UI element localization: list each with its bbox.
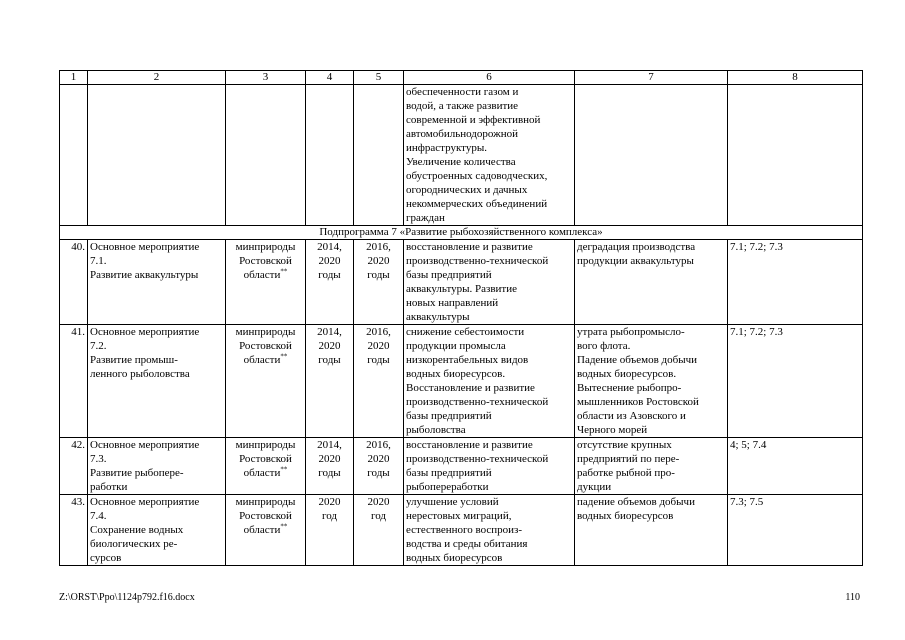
org-text: области bbox=[243, 524, 281, 536]
cell-line: продукции аквакультуры bbox=[577, 255, 694, 267]
non-implementation-consequence bbox=[575, 240, 728, 325]
cell-line: 2020 bbox=[318, 453, 341, 465]
table-row bbox=[60, 240, 863, 325]
cell-line: аквакультуры. Развитие bbox=[406, 283, 518, 295]
cell-line: водных биоресурсов. bbox=[406, 368, 506, 380]
cell-line bbox=[228, 254, 303, 268]
cell-line: 7.4. bbox=[90, 510, 107, 522]
cell-line: некоммерческих объединений bbox=[406, 198, 548, 210]
cell-line: рыбопереработки bbox=[406, 481, 489, 493]
cell-line: низкорентабельных видов bbox=[406, 354, 529, 366]
cell-line: год bbox=[321, 510, 338, 522]
cell-line: 2020 bbox=[318, 340, 341, 352]
org-text: минприроды bbox=[235, 496, 296, 508]
cell-line: новых направлений bbox=[406, 297, 499, 309]
subprogram-title: Подпрограмма 7 «Развитие рыбохозяйственного комплекса» bbox=[60, 226, 863, 240]
org-text: Ростовской bbox=[239, 453, 292, 465]
start-year bbox=[306, 495, 354, 566]
org-text: Ростовской bbox=[239, 340, 292, 352]
cell-line: водства и среды обитания bbox=[406, 538, 528, 550]
cell-line: восстановление и развитие bbox=[406, 241, 533, 253]
cell-line: сурсов bbox=[90, 552, 122, 564]
org-text: области bbox=[243, 354, 281, 366]
cell-line: 2020 bbox=[367, 255, 390, 267]
cell-line bbox=[228, 523, 303, 537]
expected-result bbox=[404, 325, 575, 438]
cell-line bbox=[228, 325, 303, 339]
end-year bbox=[354, 438, 404, 495]
cell-line: Основное мероприятие bbox=[90, 496, 200, 508]
linked-indicators: 7.1; 7.2; 7.3 bbox=[728, 325, 863, 438]
start-year bbox=[306, 240, 354, 325]
row-number: 40. bbox=[60, 240, 88, 325]
start-year bbox=[306, 325, 354, 438]
cell-line: дукции bbox=[577, 481, 612, 493]
cell-line: Сохранение водных bbox=[90, 524, 184, 536]
cell-line: области из Азовского и bbox=[577, 410, 686, 422]
org-text: Ростовской bbox=[239, 510, 292, 522]
cell-line: 2020 bbox=[318, 496, 341, 508]
column-number-header: 7 bbox=[575, 71, 728, 85]
end-year bbox=[354, 495, 404, 566]
cell-line: предприятий по пере- bbox=[577, 453, 680, 465]
cell-line: работке рыбной про- bbox=[577, 467, 675, 479]
page-number: 110 bbox=[845, 592, 860, 603]
table-row bbox=[60, 495, 863, 566]
cell-line: годы bbox=[318, 467, 341, 479]
table-cell bbox=[226, 85, 306, 226]
cell-line bbox=[228, 339, 303, 353]
table-cell bbox=[306, 85, 354, 226]
row-number: 42. bbox=[60, 438, 88, 495]
header-row bbox=[60, 71, 863, 85]
cell-line: работки bbox=[90, 481, 128, 493]
cell-line: падение объемов добычи bbox=[577, 496, 695, 508]
footnote-mark: ** bbox=[280, 522, 288, 531]
cell-line: 2020 bbox=[318, 255, 341, 267]
responsible-org bbox=[226, 325, 306, 438]
cell-line: естественного воспроиз- bbox=[406, 524, 523, 536]
org-text: минприроды bbox=[235, 241, 296, 253]
cell-line bbox=[228, 438, 303, 452]
cell-line: производственно-технической bbox=[406, 396, 549, 408]
footnote-mark: ** bbox=[280, 267, 288, 276]
cell-line: Основное мероприятие bbox=[90, 326, 200, 338]
cell-line: производственно-технической bbox=[406, 453, 549, 465]
non-implementation-consequence bbox=[575, 438, 728, 495]
cell-line: 2020 bbox=[367, 453, 390, 465]
org-text: минприроды bbox=[235, 439, 296, 451]
cell-line: современной и эффективной bbox=[406, 114, 541, 126]
cell-line: Вытеснение рыбопро- bbox=[577, 382, 682, 394]
footer-file-path: Z:\ORST\Ppo\1124p792.f16.docx bbox=[59, 592, 195, 603]
cell-line: улучшение условий bbox=[406, 496, 499, 508]
table-cell bbox=[404, 85, 575, 226]
start-year bbox=[306, 438, 354, 495]
cell-line: базы предприятий bbox=[406, 467, 492, 479]
column-number-header: 8 bbox=[728, 71, 863, 85]
cell-line: годы bbox=[318, 354, 341, 366]
cell-line: огороднических и дачных bbox=[406, 184, 528, 196]
cell-line: производственно-технической bbox=[406, 255, 549, 267]
cell-line bbox=[228, 466, 303, 480]
cell-line: водных биоресурсов. bbox=[577, 368, 677, 380]
column-number-header: 2 bbox=[88, 71, 226, 85]
cell-line: годы bbox=[318, 269, 341, 281]
footnote-mark: ** bbox=[280, 465, 288, 474]
responsible-org bbox=[226, 240, 306, 325]
footnote-mark: ** bbox=[280, 352, 288, 361]
org-text: области bbox=[243, 269, 281, 281]
row-number: 43. bbox=[60, 495, 88, 566]
cell-line: Основное мероприятие bbox=[90, 241, 200, 253]
table-cell bbox=[575, 85, 728, 226]
measure-name bbox=[88, 325, 226, 438]
cell-line: восстановление и развитие bbox=[406, 439, 533, 451]
responsible-org bbox=[226, 495, 306, 566]
linked-indicators: 4; 5; 7.4 bbox=[728, 438, 863, 495]
measure-name bbox=[88, 495, 226, 566]
cell-line: Основное мероприятие bbox=[90, 439, 200, 451]
cell-line: автомобильнодорожной bbox=[406, 128, 518, 140]
cell-line: 2020 bbox=[367, 496, 390, 508]
cell-line: Черного морей bbox=[577, 424, 648, 436]
cell-line bbox=[228, 495, 303, 509]
measure-name bbox=[88, 240, 226, 325]
linked-indicators: 7.3; 7.5 bbox=[728, 495, 863, 566]
table-cell bbox=[60, 85, 88, 226]
cell-line: 2014, bbox=[317, 439, 342, 451]
measure-name bbox=[88, 438, 226, 495]
cell-line: годы bbox=[367, 354, 390, 366]
continuation-row bbox=[60, 85, 863, 226]
responsible-org bbox=[226, 438, 306, 495]
cell-line bbox=[228, 268, 303, 282]
table-cell bbox=[88, 85, 226, 226]
cell-line: годы bbox=[367, 467, 390, 479]
cell-line bbox=[228, 240, 303, 254]
cell-line: ленного рыболовства bbox=[90, 368, 190, 380]
cell-line: годы bbox=[367, 269, 390, 281]
column-number-header: 1 bbox=[60, 71, 88, 85]
cell-line: 7.2. bbox=[90, 340, 107, 352]
cell-line: базы предприятий bbox=[406, 410, 492, 422]
cell-line: 2020 bbox=[367, 340, 390, 352]
cell-line: 7.1. bbox=[90, 255, 107, 267]
column-number-header: 5 bbox=[354, 71, 404, 85]
cell-line bbox=[228, 353, 303, 367]
cell-line: биологических ре- bbox=[90, 538, 178, 550]
cell-line: 2016, bbox=[366, 241, 391, 253]
subprogram-row bbox=[60, 226, 863, 240]
cell-line: 7.3. bbox=[90, 453, 107, 465]
cell-line: рыболовства bbox=[406, 424, 466, 436]
cell-line: Развитие аквакультуры bbox=[90, 269, 199, 281]
cell-line: Развитие промыш- bbox=[90, 354, 178, 366]
row-number: 41. bbox=[60, 325, 88, 438]
cell-line: деградация производства bbox=[577, 241, 696, 253]
cell-line: 2016, bbox=[366, 439, 391, 451]
cell-line: год bbox=[370, 510, 387, 522]
cell-line: нерестовых миграций, bbox=[406, 510, 512, 522]
cell-line: Падение объемов добычи bbox=[577, 354, 698, 366]
cell-line: аквакультуры bbox=[406, 311, 470, 323]
cell-line bbox=[228, 452, 303, 466]
end-year bbox=[354, 325, 404, 438]
table-cell bbox=[728, 85, 863, 226]
cell-line: продукции промысла bbox=[406, 340, 506, 352]
cell-line: граждан bbox=[406, 212, 445, 224]
cell-line: обустроенных садоводческих, bbox=[406, 170, 548, 182]
cell-line: водой, а также развитие bbox=[406, 100, 519, 112]
end-year bbox=[354, 240, 404, 325]
table-row bbox=[60, 325, 863, 438]
expected-result bbox=[404, 438, 575, 495]
linked-indicators: 7.1; 7.2; 7.3 bbox=[728, 240, 863, 325]
cell-line: базы предприятий bbox=[406, 269, 492, 281]
cell-line: обеспеченности газом и bbox=[406, 86, 519, 98]
expected-result bbox=[404, 495, 575, 566]
expected-result bbox=[404, 240, 575, 325]
measures-table bbox=[59, 70, 863, 566]
cell-line: отсутствие крупных bbox=[577, 439, 672, 451]
column-number-header: 6 bbox=[404, 71, 575, 85]
cell-line: 2014, bbox=[317, 326, 342, 338]
cell-line: мышленников Ростовской bbox=[577, 396, 699, 408]
table-cell bbox=[354, 85, 404, 226]
org-text: минприроды bbox=[235, 326, 296, 338]
column-number-header: 3 bbox=[226, 71, 306, 85]
column-number-header: 4 bbox=[306, 71, 354, 85]
cell-line: Развитие рыбопере- bbox=[90, 467, 184, 479]
cell-line: утрата рыбопромысло- bbox=[577, 326, 685, 338]
org-text: Ростовской bbox=[239, 255, 292, 267]
cell-line: водных биоресурсов bbox=[577, 510, 674, 522]
cell-line: Увеличение количества bbox=[406, 156, 516, 168]
cell-line: Восстановление и развитие bbox=[406, 382, 535, 394]
cell-line: инфраструктуры. bbox=[406, 142, 487, 154]
cell-line: 2014, bbox=[317, 241, 342, 253]
non-implementation-consequence bbox=[575, 495, 728, 566]
cell-line bbox=[228, 509, 303, 523]
cell-line: снижение себестоимости bbox=[406, 326, 525, 338]
org-text: области bbox=[243, 467, 281, 479]
non-implementation-consequence bbox=[575, 325, 728, 438]
table-row bbox=[60, 438, 863, 495]
cell-line: водных биоресурсов bbox=[406, 552, 503, 564]
cell-line: вого флота. bbox=[577, 340, 631, 352]
cell-line: 2016, bbox=[366, 326, 391, 338]
